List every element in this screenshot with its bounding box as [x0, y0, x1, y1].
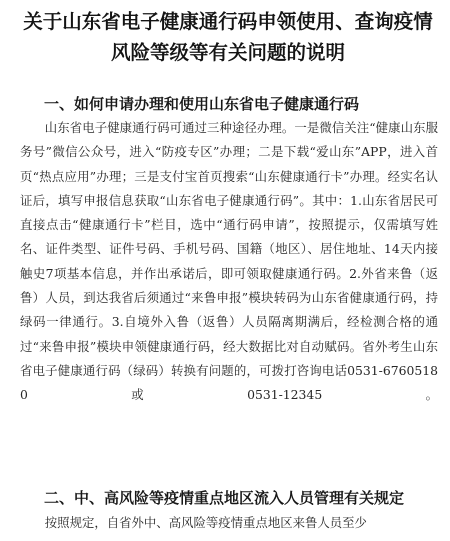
section-body-2: 按照规定，自省外中、高风险等疫情重点地区来鲁人员至少 [44, 515, 367, 530]
section-body-1: 山东省电子健康通行码可通过三种途径办理。一是微信关注“健康山东服务号”微信公众号，进入“防疫专区”办理；二是下载“爱山东”APP，进入首页“热点应用”办理；三是支付宝首页搜索“山东健康通行卡”办理。经实名认证后，填写申报信息获取“山东省电子健康通行码”。其中：1.山东省居民可直接点击“健康通行卡”栏目，选中“通行码申请”，按照提示，仅需填写姓名、证件类型、证件号码、手机号码、国籍（地区）、居住地址、14天内接触史7项基本信息，并作出承诺后，即可领取健康通行码。2.外省来鲁（返鲁）人员，到达我省后须通过“来鲁申报”模块转码为山东省健康通行码，持绿码一律通行。3.自境外入鲁（返鲁）人员隔离期满后，经检测合格的通过“来鲁申报”模块申领健康通行码，经大数据比对自动赋码。省外考生山东省电子健康通行码（绿码）转换有问题的，可拨打咨询电话0531-67605180或0531-12345。 [20, 120, 438, 403]
section-heading-2: 二、中、高风险等疫情重点地区流入人员管理有关规定 [44, 489, 405, 507]
document-title: 关于山东省电子健康通行码申领使用、查询疫情风险等级等有关问题的说明 [23, 10, 433, 64]
section-heading-1: 一、如何申请办理和使用山东省电子健康通行码 [44, 95, 360, 113]
